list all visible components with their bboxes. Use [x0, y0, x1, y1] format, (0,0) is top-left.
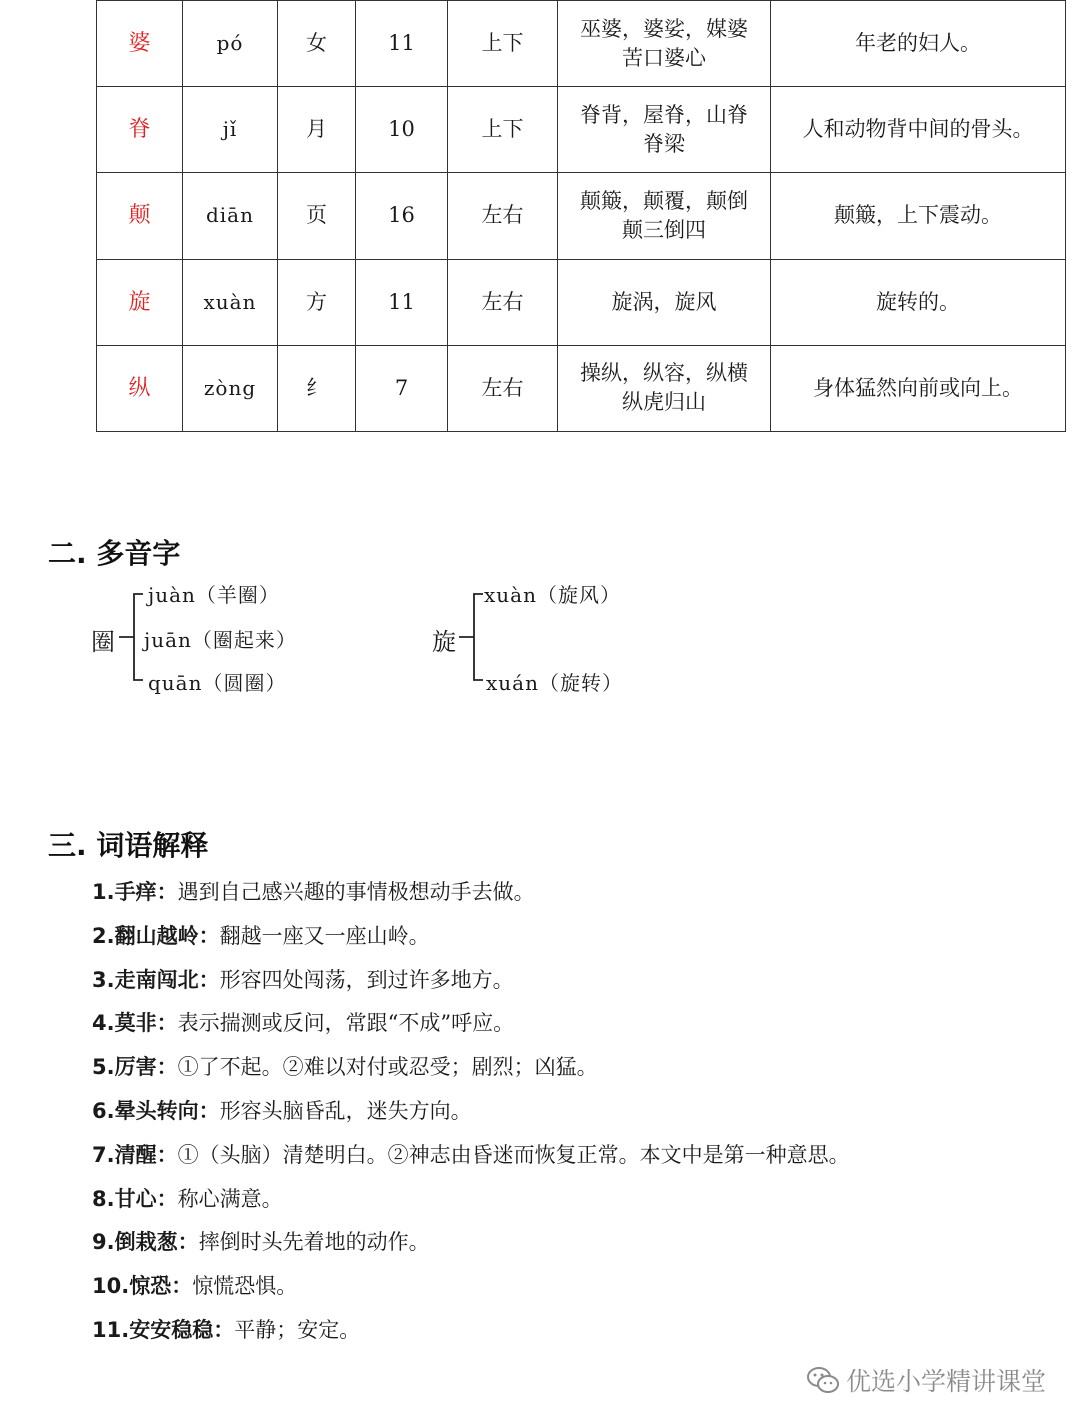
words-line: 脊背，屋脊，山脊	[580, 102, 748, 127]
meaning-cell: 旋转的。	[771, 259, 1066, 345]
definition-text: 遇到自己感兴趣的事情极想动手去做。	[177, 880, 535, 904]
polyphonic-reading: juàn（羊圈）	[148, 583, 280, 607]
definition-item	[92, 876, 535, 906]
pinyin-cell: jǐ	[183, 87, 278, 173]
words-line: 颠簸，颠覆，颠倒	[580, 188, 748, 213]
watermark-text: 优选小学精讲课堂	[845, 1367, 1046, 1396]
definition-term: 清醒：	[114, 1142, 178, 1167]
definition-term: 莫非：	[114, 1011, 178, 1036]
words-line: 旋涡，旋风	[611, 289, 717, 314]
definition-item	[92, 1095, 472, 1125]
definition-term: 安安稳稳：	[129, 1318, 235, 1342]
words-cell	[558, 1, 771, 87]
definition-term: 厉害：	[114, 1055, 178, 1080]
strokes-cell: 7	[356, 345, 448, 431]
definition-item	[92, 1183, 283, 1213]
definition-number: 5.	[92, 1055, 115, 1080]
definition-item	[92, 1007, 514, 1037]
definition-number: 1.	[92, 880, 115, 904]
strokes-cell: 10	[356, 87, 448, 173]
definition-item	[92, 1051, 598, 1081]
definition-number: 2.	[92, 923, 115, 948]
radical-cell: 月	[278, 87, 356, 173]
definition-term: 手痒：	[114, 880, 178, 904]
pinyin-cell: pó	[183, 1, 278, 87]
definition-text: 摔倒时头先着地的动作。	[198, 1230, 430, 1255]
definition-term: 甘心：	[114, 1186, 178, 1211]
polyphonic-reading: xuán（旋转）	[486, 671, 623, 695]
definition-number: 6.	[92, 1099, 115, 1123]
strokes-cell: 11	[356, 259, 448, 345]
words-line: 苦口婆心	[622, 45, 706, 70]
polyphonic-reading: juān（圈起来）	[144, 628, 297, 652]
definition-term: 晕头转向：	[114, 1099, 220, 1123]
polyphonic-char: 旋	[432, 628, 456, 656]
definition-text: 形容四处闯荡，到过许多地方。	[219, 967, 514, 992]
definition-item	[92, 920, 430, 950]
structure-cell: 上下	[448, 87, 558, 173]
definition-item	[92, 1270, 297, 1300]
table-row	[97, 173, 1066, 259]
definition-number: 10.	[92, 1274, 130, 1299]
polyphonic-char: 圈	[91, 628, 115, 656]
polyphonic-reading: xuàn（旋风）	[484, 583, 621, 607]
strokes-cell: 16	[356, 173, 448, 259]
radical-cell: 页	[278, 173, 356, 259]
section-title-polyphonic: 二. 多音字	[48, 537, 181, 570]
radical-cell: 女	[278, 1, 356, 87]
table-row	[97, 259, 1066, 345]
meaning-cell: 人和动物背中间的骨头。	[771, 87, 1066, 173]
definition-term: 走南闯北：	[114, 967, 220, 992]
definition-term: 倒栽葱：	[114, 1230, 199, 1255]
meaning-cell: 身体猛然向前或向上。	[771, 345, 1066, 431]
words-line: 纵虎归山	[622, 390, 706, 415]
pinyin-cell: xuàn	[183, 259, 278, 345]
definition-number: 4.	[92, 1011, 115, 1036]
meaning-cell: 年老的妇人。	[771, 1, 1066, 87]
char-cell: 婆	[97, 1, 183, 87]
definition-term: 惊恐：	[129, 1274, 193, 1299]
words-cell	[558, 345, 771, 431]
definition-text: 平静；安定。	[234, 1318, 361, 1342]
char-cell: 颠	[97, 173, 183, 259]
char-cell: 脊	[97, 87, 183, 173]
definition-text: ①了不起。②难以对付或忍受；剧烈；凶猛。	[177, 1055, 598, 1080]
definition-term: 翻山越岭：	[114, 923, 220, 948]
definition-number: 9.	[92, 1230, 115, 1255]
char-cell: 旋	[97, 259, 183, 345]
words-line: 操纵，纵容，纵横	[580, 361, 748, 386]
words-cell	[558, 259, 771, 345]
structure-cell: 左右	[448, 259, 558, 345]
words-line: 颠三倒四	[622, 217, 706, 242]
radical-cell: 纟	[278, 345, 356, 431]
definition-text: 称心满意。	[177, 1186, 283, 1211]
brace-icon	[456, 590, 486, 686]
words-line: 巫婆，婆娑，媒婆	[580, 16, 748, 41]
char-cell: 纵	[97, 345, 183, 431]
definition-item	[92, 1314, 360, 1344]
character-table	[96, 0, 1066, 432]
definition-text: ①（头脑）清楚明白。②神志由昏迷而恢复正常。本文中是第一种意思。	[177, 1142, 850, 1167]
definition-number: 8.	[92, 1186, 115, 1211]
table-row	[97, 345, 1066, 431]
definition-text: 惊慌恐惧。	[192, 1274, 298, 1299]
definition-item	[92, 1226, 430, 1256]
meaning-cell: 颠簸，上下震动。	[771, 173, 1066, 259]
brace-icon	[116, 590, 146, 686]
structure-cell: 左右	[448, 173, 558, 259]
definition-item	[92, 1139, 850, 1169]
definition-text: 表示揣测或反问，常跟“不成”呼应。	[177, 1011, 515, 1036]
definition-text: 翻越一座又一座山岭。	[219, 923, 430, 948]
pinyin-cell: diān	[183, 173, 278, 259]
pinyin-cell: zòng	[183, 345, 278, 431]
strokes-cell: 11	[356, 1, 448, 87]
definition-number: 11.	[92, 1318, 130, 1342]
definition-item	[92, 964, 514, 994]
definition-text: 形容头脑昏乱，迷失方向。	[219, 1099, 472, 1123]
structure-cell: 上下	[448, 1, 558, 87]
table-row	[97, 1, 1066, 87]
polyphonic-reading: quān（圆圈）	[148, 671, 287, 695]
definition-number: 7.	[92, 1142, 115, 1167]
words-cell	[558, 87, 771, 173]
table-row	[97, 87, 1066, 173]
watermark	[806, 1362, 1046, 1398]
words-cell	[558, 173, 771, 259]
definition-number: 3.	[92, 967, 115, 992]
section-title-vocabulary: 三. 词语解释	[48, 829, 209, 862]
words-line: 脊梁	[643, 131, 685, 156]
radical-cell: 方	[278, 259, 356, 345]
structure-cell: 左右	[448, 345, 558, 431]
wechat-icon	[806, 1365, 840, 1395]
